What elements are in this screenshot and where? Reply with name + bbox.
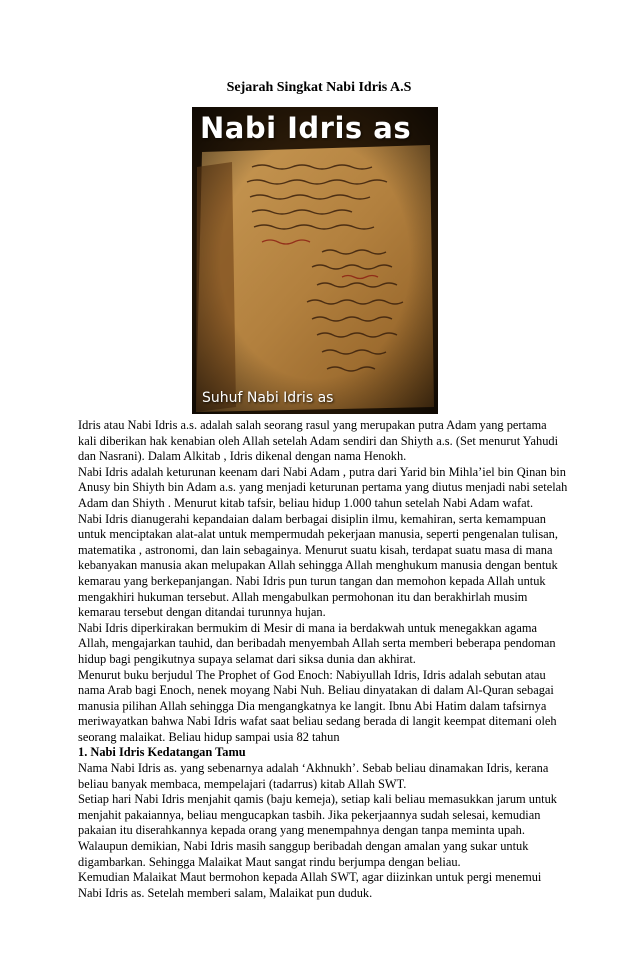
- manuscript-image: [192, 107, 438, 414]
- figure-caption: Suhuf Nabi Idris as: [202, 390, 334, 406]
- paragraph: Nama Nabi Idris as. yang sebenarnya adalah ‘Akhnukh’. Sebab beliau dinamakan Idris, kerana beliau banyak membaca, mempelajari (tadarrus) kitab Allah SWT.: [78, 761, 549, 791]
- paragraph: Nabi Idris dianugerahi kepandaian dalam berbagai disiplin ilmu, kemahiran, serta kemampuan untuk menciptakan alat-alat untuk mempermudah pekerjaan manusia, seperti pengenalan tulisan, matematika , astronomi, dan lain sebagainya. Menurut suatu kisah, terdapat suatu masa di mana kebanyakan manusia akan melupakan Allah sehingga Allah menghukum manusia dengan bentuk kemarau yang berkepanjangan. Nabi Idris pun turun tangan dan memohon kepada Allah untuk mengakhiri hukuman tersebut. Allah mengabulkan permohonan itu dan berakhirlah musim kemarau tersebut dengan ditandai turunnya hujan.: [78, 511, 558, 620]
- paragraph: Setiap hari Nabi Idris menjahit qamis (baju kemeja), setiap kali beliau memasukkan jarum untuk menjahit pakaiannya, beliau mengucapkan tasbih. Jika pekerjaannya sudah selesai, kemudian pakaian itu diserahkannya kepada orang yang menempahnya dengan tanpa meminta upah.: [78, 792, 557, 838]
- paragraph: Nabi Idris adalah keturunan keenam dari Nabi Adam , putra dari Yarid bin Mihla’iel bin Qinan bin Anusy bin Shiyth bin Adam a.s. yang menjadi keturunan pertama yang diutus menjadi nabi setelah Adam dan Shiyth . Menurut kitab tafsir, beliau hidup 1.000 tahun setelah Nabi Adam wafat.: [78, 464, 568, 510]
- section-heading: 1. Nabi Idris Kedatangan Tamu: [78, 745, 246, 760]
- document-title: Sejarah Singkat Nabi Idris A.S: [226, 80, 412, 95]
- paragraph: Walaupun demikian, Nabi Idris masih sanggup beribadah dengan amalan yang sukar untuk digambarkan. Sehingga Malaikat Maut sangat rindu berjumpa dengan beliau.: [78, 839, 529, 869]
- manuscript-illustration: [192, 107, 438, 414]
- paragraph: Kemudian Malaikat Maut bermohon kepada Allah SWT, agar diizinkan untuk pergi menemui Nabi Idris as. Setelah memberi salam, Malaikat pun duduk.: [78, 870, 542, 900]
- paragraph: Idris atau Nabi Idris a.s. adalah salah seorang rasul yang merupakan putra Adam yang pertama kali diberikan hak kenabian oleh Allah setelah Adam sendiri dan Shiyth a.s. (Set menurut Yahudi dan Nasrani). Dalam Alkitab , Idris dikenal dengan nama Henokh.: [78, 418, 559, 464]
- paragraph: Nabi Idris diperkirakan bermukim di Mesir di mana ia berdakwah untuk menegakkan agama Allah, mengajarkan tauhid, dan beribadah menyembah Allah serta memberi beberapa pendoman hidup bagi pengikutnya supaya selamat dari siksa dunia dan akhirat.: [78, 620, 556, 666]
- paragraph: Menurut buku berjudul The Prophet of God Enoch: Nabiyullah Idris, Idris adalah sebutan atau nama Arab bagi Enoch, nenek moyang Nabi Nuh. Beliau dinyatakan di dalam Al-Quran sebagai manusia pilihan Allah sehingga Dia mengangkatnya ke langit. Ibnu Abi Hatim dalam tafsirnya meriwayatkan bahwa Nabi Idris wafat saat beliau sedang berada di langit keempat ditemani oleh seorang malaikat. Beliau hidup sampai usia 82 tahun: [78, 667, 557, 744]
- figure-heading: Nabi Idris as: [200, 111, 412, 145]
- article-body: [78, 418, 568, 901]
